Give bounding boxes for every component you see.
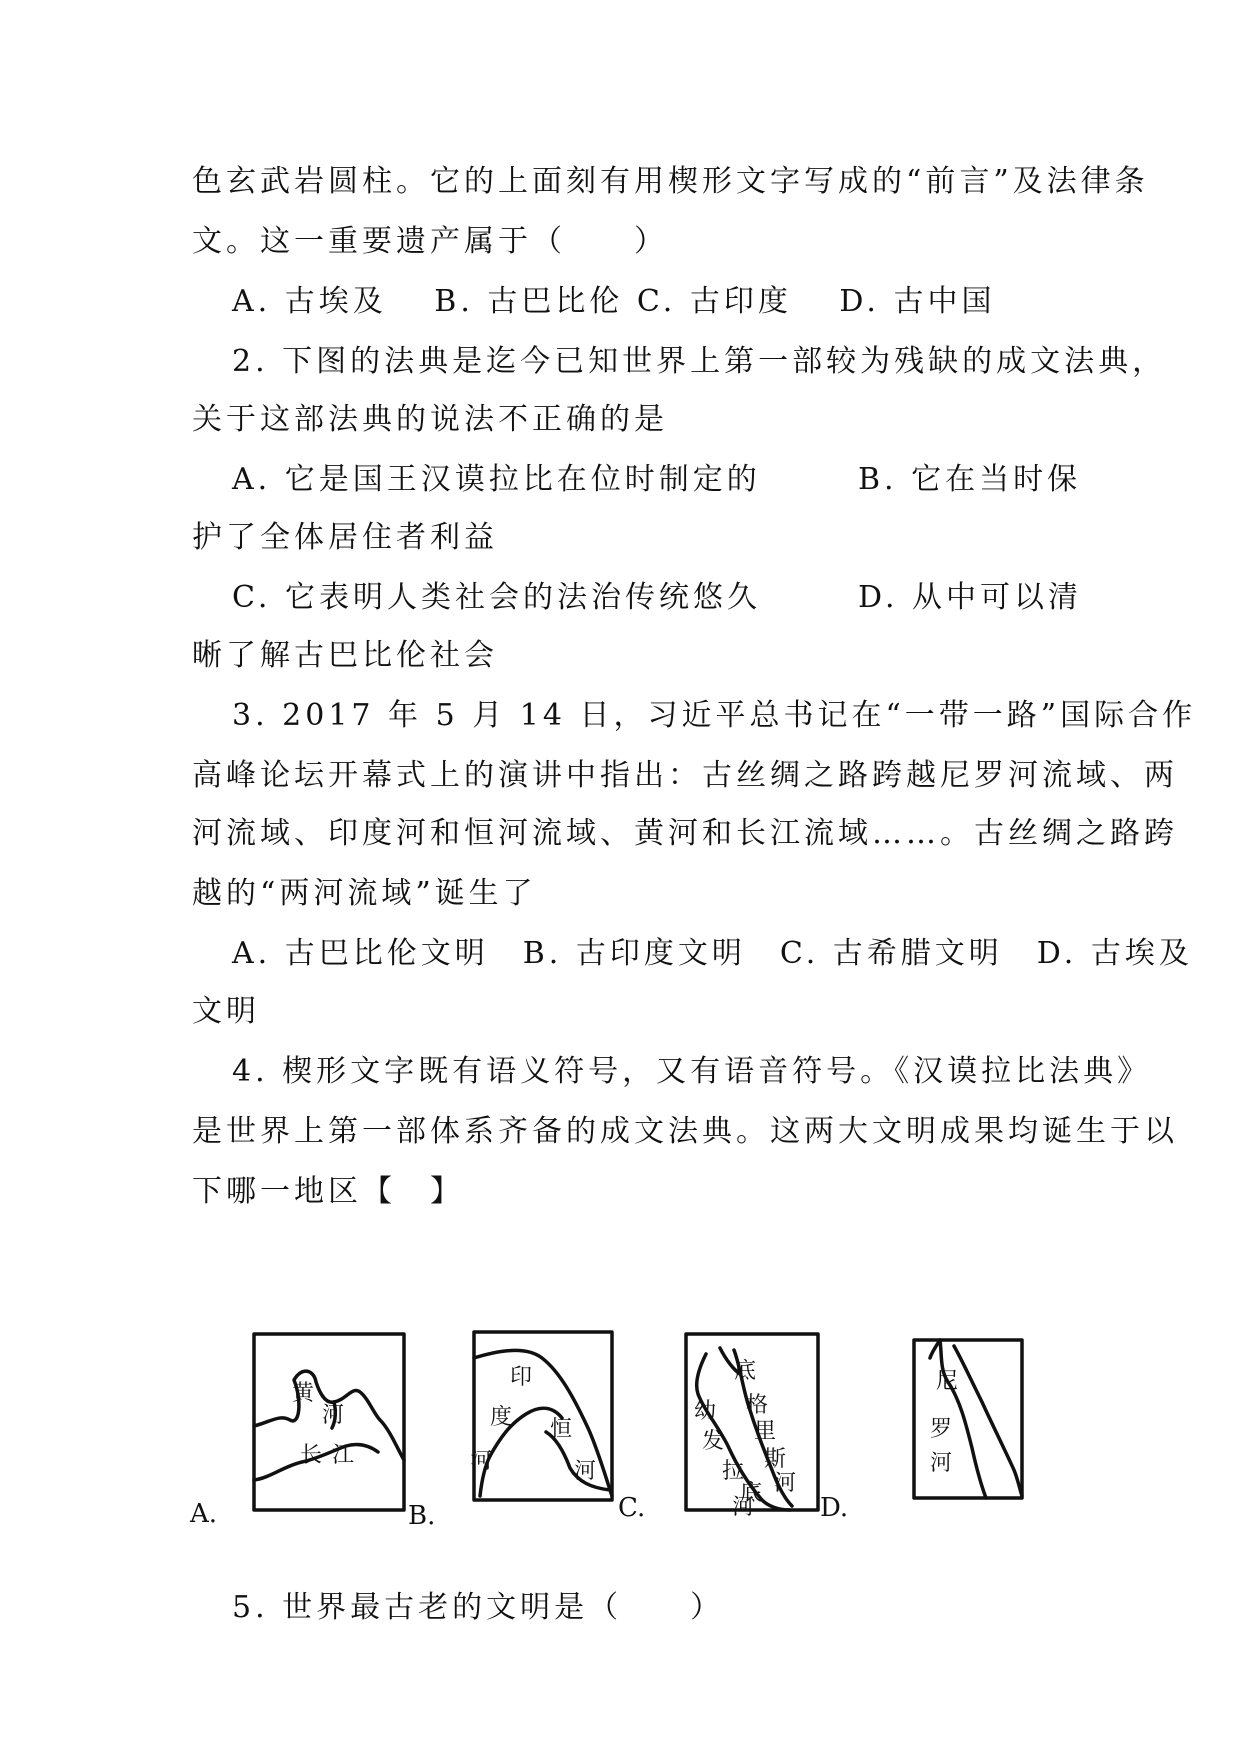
q4-map-b (470, 1328, 620, 1508)
svg-text:底: 底 (740, 1481, 763, 1506)
svg-text:江: 江 (332, 1443, 355, 1468)
svg-text:幼: 幼 (694, 1399, 717, 1424)
q1-text-line-2: 文。这一重要遗产属于（ ） (192, 224, 668, 259)
q3-text-line-2: 高峰论坛开幕式上的演讲中指出：古丝绸之路跨越尼罗河流域、两 (192, 758, 1178, 793)
svg-text:河: 河 (574, 1459, 597, 1484)
q2-option-a: A. 它是国王汉谟拉比在位时制定的 (232, 462, 761, 497)
q4-map-d-letter: D. (820, 1493, 849, 1523)
q1-text-line-1: 色玄武岩圆柱。它的上面刻有用楔形文字写成的“前言”及法律条 (192, 164, 1149, 199)
svg-text:度: 度 (490, 1405, 513, 1430)
q2-option-d-end: 晰了解古巴比伦社会 (192, 638, 498, 673)
svg-text:河: 河 (930, 1451, 953, 1476)
q2-option-b-start: B. 它在当时保 (858, 462, 1082, 497)
svg-text:格: 格 (746, 1393, 769, 1418)
q4-map-a-letter: A. (190, 1499, 218, 1529)
svg-text:河: 河 (470, 1449, 493, 1474)
q2-text-line-2: 关于这部法典的说法不正确的是 (192, 402, 668, 437)
svg-text:底: 底 (734, 1359, 757, 1384)
svg-text:长: 长 (300, 1443, 323, 1468)
svg-text:恒: 恒 (550, 1417, 573, 1442)
q4-text-line-1: 4. 楔形文字既有语义符号，又有语音符号。《汉谟拉比法典》 (232, 1054, 1152, 1089)
svg-text:拉: 拉 (722, 1459, 745, 1484)
q2-option-c: C. 它表明人类社会的法治传统悠久 (232, 580, 761, 615)
q4-map-a (250, 1330, 410, 1520)
q2-option-d-start: D. 从中可以清 (858, 580, 1083, 615)
svg-text:黄: 黄 (292, 1381, 315, 1406)
q4-map-d (910, 1336, 1030, 1504)
q3-options-end: 文明 (192, 994, 260, 1029)
svg-text:里: 里 (754, 1419, 777, 1444)
q3-text-line-3: 河流域、印度河和恒河流域、黄河和长江流域……。古丝绸之路跨 (192, 816, 1178, 851)
q5-text-line-1: 5. 世界最古老的文明是（ ） (232, 1590, 725, 1625)
q3-text-line-1: 3. 2017 年 5 月 14 日，习近平总书记在“一带一路”国际合作 (232, 698, 1197, 733)
q4-map-c (682, 1330, 822, 1520)
svg-text:斯: 斯 (764, 1447, 787, 1472)
q2-option-b-end: 护了全体居住者利益 (192, 520, 498, 555)
svg-text:罗: 罗 (930, 1417, 953, 1442)
svg-text:发: 发 (702, 1429, 725, 1454)
svg-text:河: 河 (774, 1471, 797, 1496)
q3-options: A. 古巴比伦文明 B. 古印度文明 C. 古希腊文明 D. 古埃及 (232, 936, 1193, 971)
q1-options: A. 古埃及 B. 古巴比伦 C. 古印度 D. 古中国 (232, 284, 996, 319)
svg-text:河: 河 (322, 1403, 345, 1428)
q4-map-c-letter: C. (618, 1493, 646, 1523)
q3-text-line-4: 越的“两河流域”诞生了 (192, 876, 537, 911)
q4-text-line-2: 是世界上第一部体系齐备的成文法典。这两大文明成果均诞生于以 (192, 1114, 1178, 1149)
q2-text-line-1: 2. 下图的法典是迄今已知世界上第一部较为残缺的成文法典， (232, 344, 1167, 379)
q4-text-line-3: 下哪一地区【 】 (192, 1174, 464, 1209)
svg-text:尼: 尼 (936, 1369, 959, 1394)
q4-map-b-letter: B. (408, 1501, 436, 1531)
svg-text:印: 印 (510, 1365, 533, 1390)
svg-text:河: 河 (732, 1495, 755, 1520)
